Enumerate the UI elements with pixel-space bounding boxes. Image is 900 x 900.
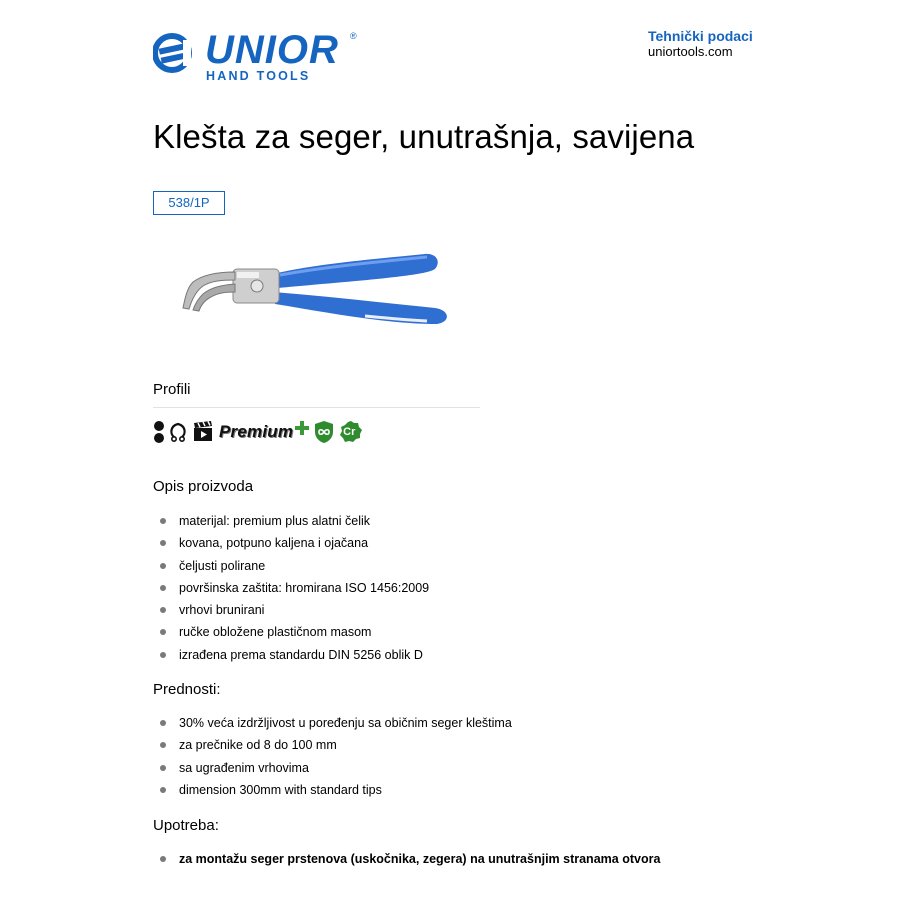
profile-heading: Profili (153, 381, 191, 398)
bullet-icon (160, 540, 166, 546)
list-item-text: dimension 300mm with standard tips (179, 782, 382, 797)
list-item-text: 30% veća izdržljivost u poređenju sa običnim seger kleštima (179, 716, 512, 730)
list-item (160, 848, 660, 870)
infinity-shield-icon (313, 420, 335, 444)
bullet-icon (160, 563, 166, 569)
page-title: Klešta za seger, unutrašnja, savijena (153, 118, 695, 155)
video-icon (191, 420, 215, 444)
list-item-text: za montažu seger prstenova (uskočnika, zegera) na unutrašnjim stranama otvora (179, 852, 661, 866)
divider (153, 407, 480, 408)
list-item (160, 555, 429, 577)
description-heading: Opis proizvoda (153, 478, 254, 495)
premium-plus-icon (219, 420, 309, 444)
bullet-icon (160, 607, 166, 613)
list-item (160, 510, 429, 532)
chrome-badge-icon (339, 420, 363, 444)
two-dots-icon (153, 420, 165, 444)
list-item (160, 577, 429, 599)
advantages-heading: Prednosti: (153, 681, 221, 698)
usage-heading: Upotreba: (153, 817, 219, 834)
brand-name: UNIOR (205, 28, 339, 72)
description-list (160, 510, 429, 666)
list-item-text: ručke obložene plastičnom masom (179, 625, 372, 640)
advantages-list (160, 712, 512, 801)
bullet-icon (160, 856, 166, 862)
brand-subtitle: HAND TOOLS (206, 69, 311, 83)
bullet-icon (160, 720, 166, 726)
list-item-text: kovana, potpuno kaljena i ojačana (179, 536, 369, 551)
list-item (160, 757, 512, 779)
list-item-text: vrhovi brunirani (179, 603, 265, 618)
list-item (160, 644, 429, 666)
chrome-label: Cr (343, 426, 356, 438)
bullet-icon (160, 742, 166, 748)
list-item-text: izrađena prema standardu DIN 5256 oblik D (179, 647, 423, 662)
list-item (160, 621, 429, 643)
bullet-icon (160, 765, 166, 771)
profile-icons (153, 419, 363, 445)
premium-label: Premium (219, 422, 294, 441)
usage-list (160, 848, 660, 870)
circlip-pliers-bent-icon (165, 242, 455, 342)
bullet-icon (160, 585, 166, 591)
list-item-text: za prečnike od 8 do 100 mm (179, 738, 337, 753)
bullet-icon (160, 629, 166, 635)
list-item-text: sa ugrađenim vrhovima (179, 760, 309, 775)
list-item (160, 712, 512, 734)
tech-url[interactable]: uniortools.com (648, 44, 733, 59)
tech-title[interactable]: Tehnički podaci (648, 28, 753, 44)
product-image (165, 242, 455, 342)
list-item (160, 599, 429, 621)
list-item-text: čeljusti polirane (179, 558, 266, 573)
plus-icon (295, 421, 309, 435)
circlip-icon (169, 420, 187, 444)
product-code-badge[interactable]: 538/1P (153, 191, 225, 215)
registered-mark: ® (350, 31, 357, 41)
list-item (160, 532, 429, 554)
bullet-icon (160, 518, 166, 524)
list-item-text: površinska zaštita: hromirana ISO 1456:2009 (179, 580, 430, 595)
bullet-icon (160, 787, 166, 793)
tech-info (648, 28, 753, 60)
brand-logo-icon (153, 32, 203, 76)
list-item (160, 734, 512, 756)
bullet-icon (160, 652, 166, 658)
list-item (160, 779, 512, 801)
list-item-text: materijal: premium plus alatni čelik (179, 514, 371, 528)
